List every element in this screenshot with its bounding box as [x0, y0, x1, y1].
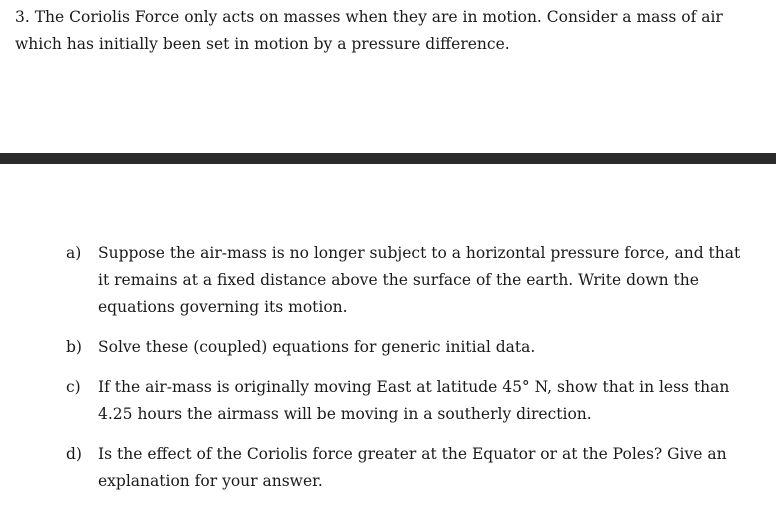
- part-d: [66, 441, 726, 495]
- intro-line: which has initially been set in motion by a pressure difference.: [15, 35, 510, 53]
- part-b: [66, 334, 726, 361]
- part-marker: c): [66, 378, 81, 396]
- part-text: [98, 334, 726, 361]
- question-parts: [66, 240, 741, 508]
- part-line: Suppose the air-mass is no longer subject to a horizontal pressure force, and that: [98, 244, 741, 262]
- part-line: Solve these (coupled) equations for generic initial data.: [98, 338, 536, 356]
- part-a: [66, 240, 741, 321]
- part-marker: d): [66, 445, 82, 463]
- part-line: Is the effect of the Coriolis force greater at the Equator or at the Poles? Give an: [98, 445, 727, 463]
- part-text: [98, 374, 730, 428]
- question-intro: [15, 4, 765, 58]
- part-line: 4.25 hours the airmass will be moving in a southerly direction.: [98, 405, 592, 423]
- part-line: explanation for your answer.: [98, 472, 323, 490]
- part-marker: a): [66, 244, 82, 262]
- part-text: [98, 441, 726, 495]
- part-text: [98, 240, 741, 321]
- part-c: [66, 374, 730, 428]
- separator-bar: [0, 153, 776, 164]
- part-line: If the air-mass is originally moving East at latitude 45° N, show that in less than: [98, 378, 730, 396]
- part-line: equations governing its motion.: [98, 298, 348, 316]
- part-marker: b): [66, 338, 82, 356]
- intro-line: 3. The Coriolis Force only acts on masses when they are in motion. Consider a mass of air: [15, 8, 723, 26]
- part-line: it remains at a fixed distance above the surface of the earth. Write down the: [98, 271, 699, 289]
